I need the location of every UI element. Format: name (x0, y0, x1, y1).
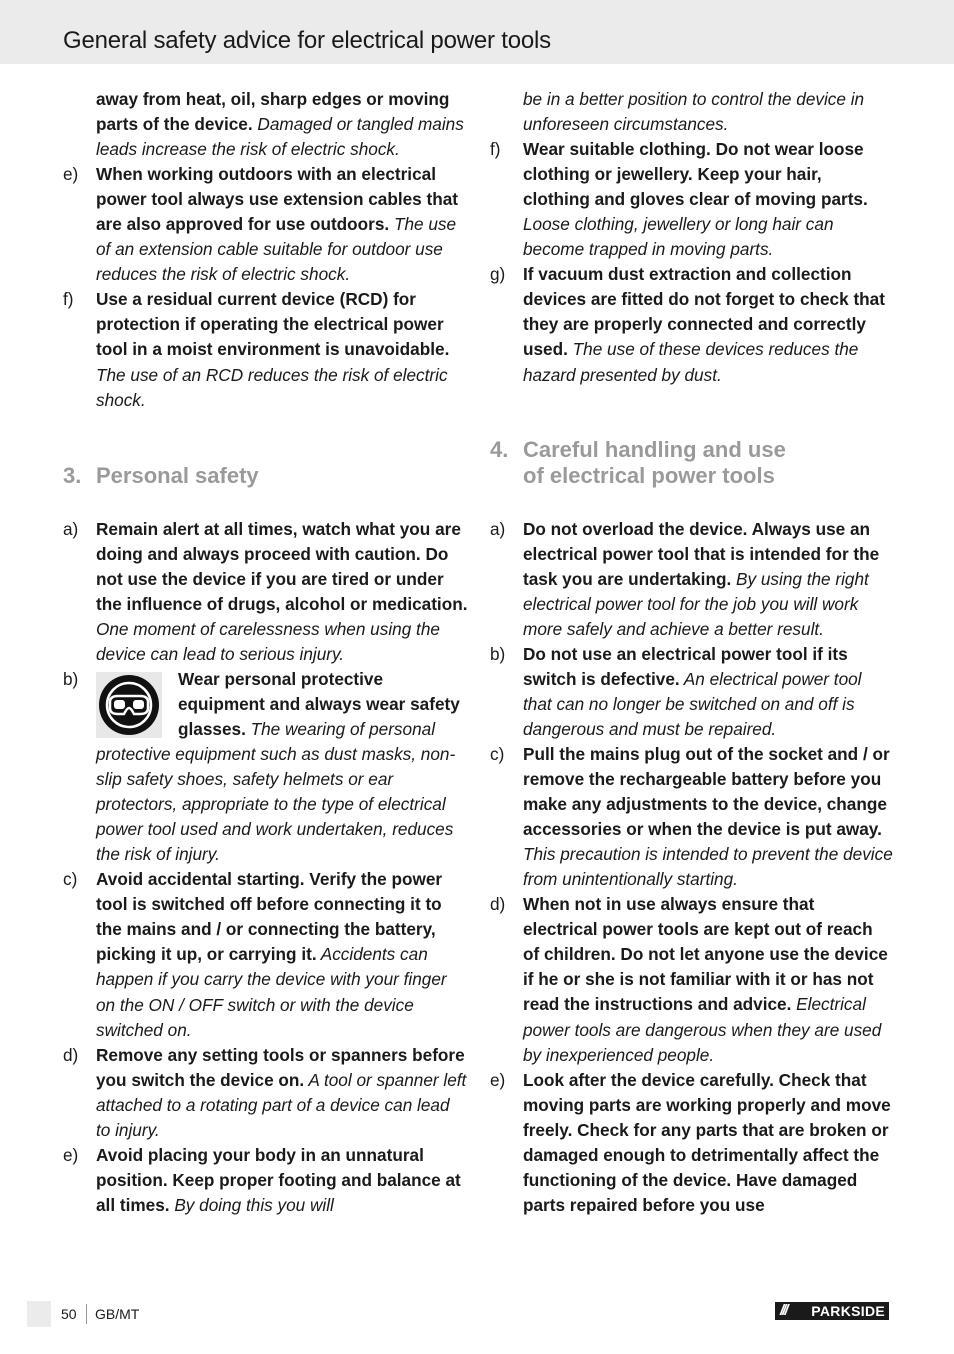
footer-marker (27, 1301, 51, 1327)
item-label: f) (63, 289, 74, 310)
section-heading-personal-safety (63, 463, 468, 489)
section-title-line-1: Careful handling and use (523, 436, 786, 462)
list-item-a (490, 517, 893, 642)
section-number: 4. (490, 436, 509, 462)
item-label: d) (490, 894, 506, 915)
country-code: GB/MT (95, 1306, 140, 1322)
item-label: a) (63, 518, 79, 539)
list-item-b (63, 667, 468, 867)
list-item-g (490, 262, 893, 387)
item-label: g) (490, 264, 506, 285)
item-text: This precaution is intended to prevent the device from unintentionally starting. (523, 844, 893, 890)
list-item-a (63, 517, 468, 667)
list-item-f (63, 287, 468, 412)
item-text: An electrical power tool that can no longer be switched on and off is dangerous and must be repaired. (523, 668, 862, 739)
left-column (63, 87, 468, 1218)
item-bold: Wear suitable clothing. Do not wear loose clothing or jewellery. Keep your hair, clothing and gloves clear of moving parts. (523, 139, 868, 210)
item-bold: When working outdoors with an electrical power tool always use extension cables that are also approved for use outdoors. (96, 164, 459, 235)
list-item-e-continued (490, 87, 893, 137)
page-title: General safety advice for electrical power tools (63, 27, 551, 54)
item-bold: Pull the mains plug out of the socket and / or remove the rechargeable battery before you make any adjustments to the device, change accessories or when the device is put away. (523, 743, 890, 840)
item-bold: Look after the device carefully. Check that moving parts are working properly and move freely. Check for any parts that are broken or damaged enough to detrimentally affect the functioning of the device. Have damaged parts repaired before you use (523, 1069, 891, 1215)
item-text: be in a better position to control the device in unforeseen circumstances. (523, 89, 865, 135)
item-text: The use of an extension cable suitable for outdoor use reduces the risk of electric shock. (96, 214, 457, 285)
item-text: One moment of carelessness when using the device can lead to serious injury. (96, 618, 440, 664)
list-item-b (490, 642, 893, 742)
section-number: 3. (63, 462, 82, 488)
item-bold: Do not use an electrical power tool if its switch is defective. (523, 643, 848, 689)
item-label: d) (63, 1044, 79, 1065)
footer-divider (86, 1304, 87, 1324)
item-label: c) (63, 869, 78, 890)
section-heading-careful-handling (490, 437, 893, 489)
logo-slashes-icon: /// (780, 1302, 787, 1319)
item-text: A tool or spanner left attached to a rotating part of a device can lead to injury. (96, 1069, 467, 1140)
item-bold: Avoid accidental starting. Verify the power tool is switched off before connecting it to the mains and / or connecting the battery, picking it up, or carrying it. (96, 869, 443, 965)
item-bold: Remain alert at all times, watch what you are doing and always proceed with caution. Do not use the device if you are tired or under the influence of drugs, alcohol or medication. (96, 518, 468, 614)
item-text: The wearing of personal protective equipment such as dust masks, non-slip safety shoes, safety helmets or ear protectors, appropriate to the type of electrical power tool used and work undertaken, reduces the risk of injury. (96, 718, 456, 865)
item-bold: Remove any setting tools or spanners before you switch the device on. (96, 1044, 465, 1090)
item-label: e) (63, 1144, 79, 1165)
item-label: b) (63, 668, 79, 689)
page-number: 50 (61, 1306, 77, 1322)
section-title: Personal safety (96, 462, 259, 488)
list-item-d (63, 1043, 468, 1143)
item-text: Accidents can happen if you carry the device with your finger on the ON / OFF switch or with the device switched on. (96, 944, 447, 1040)
item-text: The use of these devices reduces the hazard presented by dust. (523, 339, 859, 385)
item-bold: Avoid placing your body in an unnatural position. Keep proper footing and balance at all times. (96, 1144, 461, 1215)
item-label: a) (490, 518, 506, 539)
item-text: Loose clothing, jewellery or long hair can become trapped in moving parts. (523, 214, 834, 260)
item-text: By doing this you will (169, 1194, 334, 1215)
item-bold: Use a residual current device (RCD) for protection if operating the electrical power tool in a moist environment is unavoidable. (96, 289, 450, 360)
item-label: b) (490, 643, 506, 664)
item-bold: Wear personal protective equipment and always wear safety glasses. (178, 668, 460, 739)
logo-text: PARKSIDE (811, 1303, 885, 1319)
right-column (490, 87, 893, 1218)
list-item-d (490, 892, 893, 1067)
item-bold: Do not overload the device. Always use an electrical power tool that is intended for the task you are undertaking. (523, 518, 880, 589)
list-item-f (490, 137, 893, 262)
item-label: e) (490, 1069, 506, 1090)
item-label: e) (63, 164, 79, 185)
safety-glasses-icon (96, 672, 162, 738)
item-bold: If vacuum dust extraction and collection devices are fitted do not forget to check that they are properly connected and correctly used. (523, 264, 885, 360)
item-text: By using the right electrical power tool for the job you will work more safely and achieve a better result. (523, 568, 869, 639)
item-label: f) (490, 139, 501, 160)
list-item-d-continued (63, 87, 468, 162)
item-text: Electrical power tools are dangerous when they are used by inexperienced people. (523, 994, 882, 1065)
item-bold: away from heat, oil, sharp edges or moving parts of the device. (96, 89, 450, 135)
parkside-logo (775, 1302, 889, 1320)
item-text: Damaged or tangled mains leads increase the risk of electric shock. (96, 114, 464, 160)
list-item-e (63, 162, 468, 287)
list-item-c (490, 742, 893, 892)
item-label: c) (490, 743, 505, 764)
item-text: The use of an RCD reduces the risk of electric shock. (96, 364, 448, 410)
list-item-c (63, 867, 468, 1042)
item-bold: When not in use always ensure that electrical power tools are kept out of reach of children. Do not let anyone use the device if he or she is not familiar with it or has not read the instructions and advice. (523, 894, 888, 1015)
list-item-e (490, 1068, 893, 1218)
list-item-e (63, 1143, 468, 1218)
section-title-line-2: of electrical power tools (523, 462, 775, 488)
